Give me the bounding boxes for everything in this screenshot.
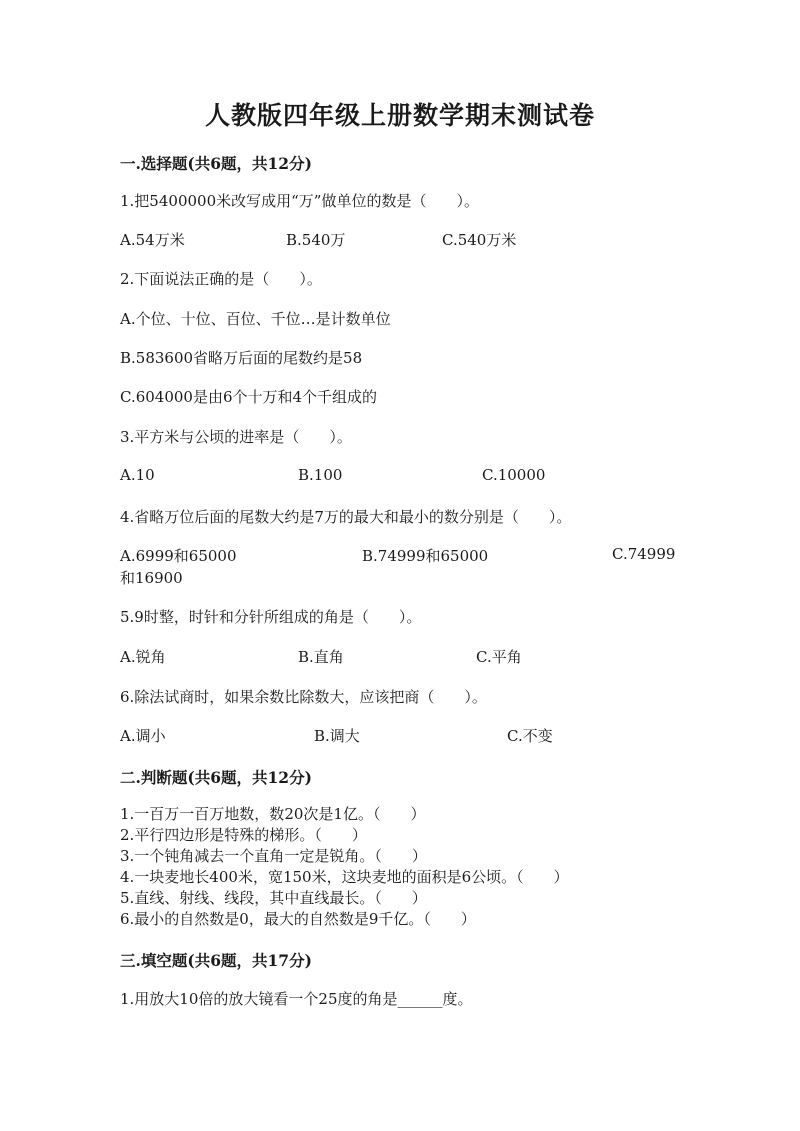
- question-text: 4.省略万位后面的尾数大约是7万的最大和最小的数分别是（ ）。: [120, 508, 572, 526]
- question-text: 6.除法试商时，如果余数比除数大，应该把商（ ）。: [120, 688, 487, 706]
- option-a: A.个位、十位、百位、千位…是计数单位: [120, 310, 391, 328]
- list-item: 1.一百万一百万地数，数20次是1亿。（ ）: [120, 805, 426, 823]
- question-text: 5.9时整，时针和分针所组成的角是（ ）。: [120, 608, 422, 626]
- option-a: A.锐角: [120, 648, 166, 666]
- page-title: 人教版四年级上册数学期末测试卷: [204, 101, 595, 130]
- option-b: B.直角: [298, 648, 344, 666]
- list-item: 4.一块麦地长400米，宽150米，这块麦地的面积是6公顷。（ ）: [120, 868, 569, 886]
- option-b: B.调大: [314, 727, 360, 745]
- option-a: A.调小: [120, 727, 166, 745]
- option-b: B.100: [298, 466, 343, 484]
- option-b: B.74999和65000: [362, 547, 489, 565]
- option-c: C.不变: [507, 727, 553, 745]
- option-c: C.540万米: [442, 231, 517, 249]
- option-c: C.604000是由6个十万和4个千组成的: [120, 388, 378, 406]
- section-heading-fill-blank: 三.填空题(共6题，共17分): [120, 951, 312, 970]
- option-a: A.6999和65000: [120, 547, 237, 565]
- list-item: 6.最小的自然数是0，最大的自然数是9千亿。（ ）: [120, 910, 476, 928]
- option-c-continued: 和16900: [120, 569, 183, 587]
- option-c: C.74999: [612, 545, 676, 563]
- question-text: 3.平方米与公顷的进率是（ ）。: [120, 428, 352, 446]
- option-c: C.平角: [476, 648, 522, 666]
- question-text: 1.用放大10倍的放大镜看一个25度的角是______度。: [120, 990, 473, 1008]
- option-a: A.54万米: [120, 231, 185, 249]
- section-heading-judgment: 二.判断题(共6题，共12分): [120, 768, 312, 787]
- option-b: B.540万: [286, 231, 346, 249]
- list-item: 2.平行四边形是特殊的梯形。（ ）: [120, 826, 367, 844]
- section-heading-choice: 一.选择题(共6题，共12分): [120, 154, 312, 173]
- option-a: A.10: [120, 466, 155, 484]
- question-text: 2.下面说法正确的是（ ）。: [120, 270, 322, 288]
- list-item: 5.直线、射线、线段，其中直线最长。（ ）: [120, 889, 427, 907]
- question-text: 1.把5400000米改写成用“万”做单位的数是（ ）。: [120, 192, 479, 210]
- list-item: 3.一个钝角减去一个直角一定是锐角。（ ）: [120, 847, 427, 865]
- option-b: B.583600省略万后面的尾数约是58: [120, 349, 363, 367]
- option-c: C.10000: [482, 466, 546, 484]
